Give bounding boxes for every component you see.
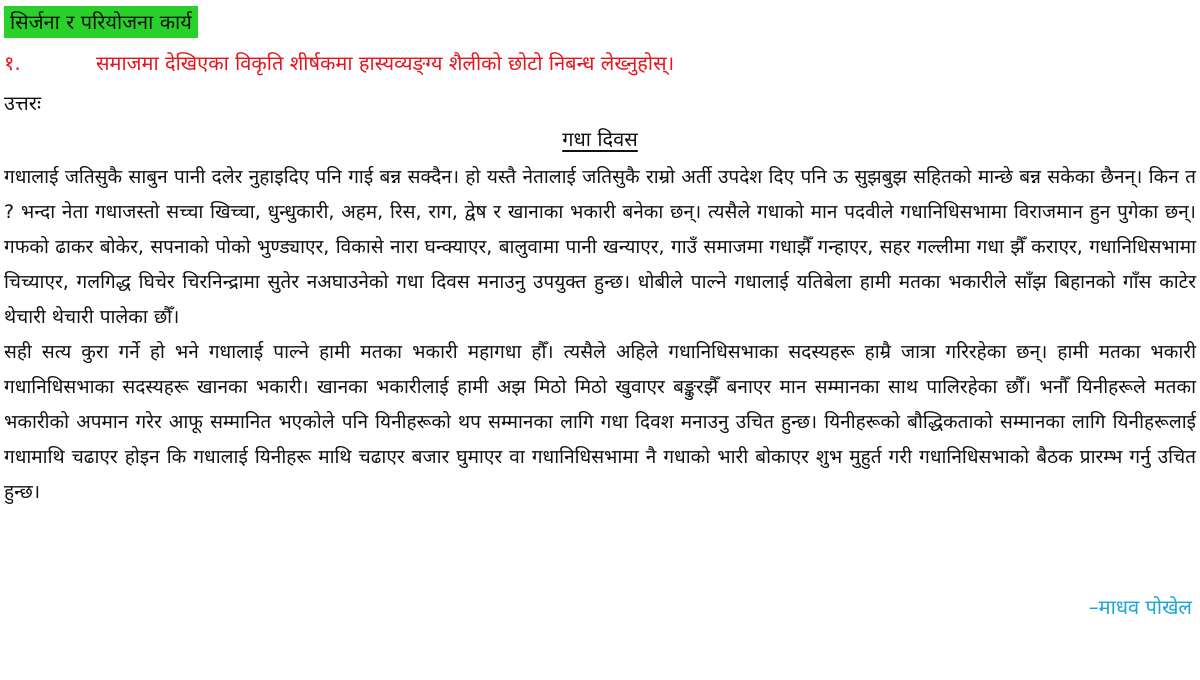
essay-title-wrap <box>0 124 1200 154</box>
question-text: समाजमा देखिएका विकृति शीर्षकमा हास्यव्यङ्ग्य शैलीको छोटो निबन्ध लेख्नुहोस्। <box>96 51 675 75</box>
essay-paragraph-2: सही सत्य कुरा गर्ने हो भने गधालाई पाल्ने हामी मतका भकारी महागधा हौँ। त्यसैले अहिले गधानिधिसभाका सदस्यहरू हाम्रै जात्रा गरिरहेका छन्। हामी मतका भकारी गधानिधिसभाका सदस्यहरू खानका भकारी। खानका भकारीलाई हामी अझ मिठो मिठो खुवाएर बङ्कुरझैँ बनाएर मान सम्मानका साथ पालिरहेका छौँ। भनौँ यिनीहरूले मतका भकारीको अपमान गरेर आफू सम्मानित भएकोले पनि यिनीहरूको थप सम्मानका लागि गधा दिवश मनाउनु उचित हुन्छ। यिनीहरूको बौद्धिकताको सम्मानका लागि यिनीहरूलाई गधामाथि चढाएर होइन कि गधालाई यिनीहरू माथि चढाएर बजार घुमाएर वा गधानिधिसभामा नै गधाको भारी बोकाएर शुभ मुहुर्त गरी गधानिधिसभाको बैठक प्रारम्भ गर्नु उचित हुन्छ। <box>4 341 1196 503</box>
question <box>4 48 1194 78</box>
question-number: १. <box>4 51 21 75</box>
answer-label: उत्तरः <box>4 91 41 115</box>
essay-body <box>4 160 1196 510</box>
essay-paragraph-1: गधालाई जतिसुकै साबुन पानी दलेर नुहाइदिए पनि गाई बन्न सक्दैन। हो यस्तै नेतालाई जतिसुकै राम्रो अर्ती उपदेश दिए पनि ऊ सुझबुझ सहितको मान्छे बन्न सकेका छैनन्। किन त ? भन्दा नेता गधाजस्तो सच्चा खिच्चा, धुन्धुकारी, अहम, रिस, राग, द्वेष र खानाका भकारी बनेका छन्। त्यसैले गधाको मान पदवीले गधानिधिसभामा विराजमान हुन पुगेका छन्। गफको ढाकर बोकेर, सपनाको पोको भुण्ड्याएर, विकासे नारा घन्क्याएर, बालुवामा पानी खन्याएर, गाउँ समाजमा गधाझैँ गन्हाएर, सहर गल्लीमा गधा झैँ कराएर, गधानिधिसभामा चिच्याएर, गलगिद्ध घिचेर चिरनिन्द्रामा सुतेर नअघाउनेको गधा दिवस मनाउनु उपयुक्त हुन्छ। धोबीले पाल्ने गधालाई यतिबेला हामी मतका भकारीले साँझ बिहानको गाँस काटेर थेचारी थेचारी पालेका छौँ। <box>4 166 1196 328</box>
section-header: सिर्जना र परियोजना कार्य <box>4 6 198 38</box>
essay-title: गधा दिवस <box>562 127 638 151</box>
author-signature: –माधव पोखेल <box>1088 595 1192 619</box>
